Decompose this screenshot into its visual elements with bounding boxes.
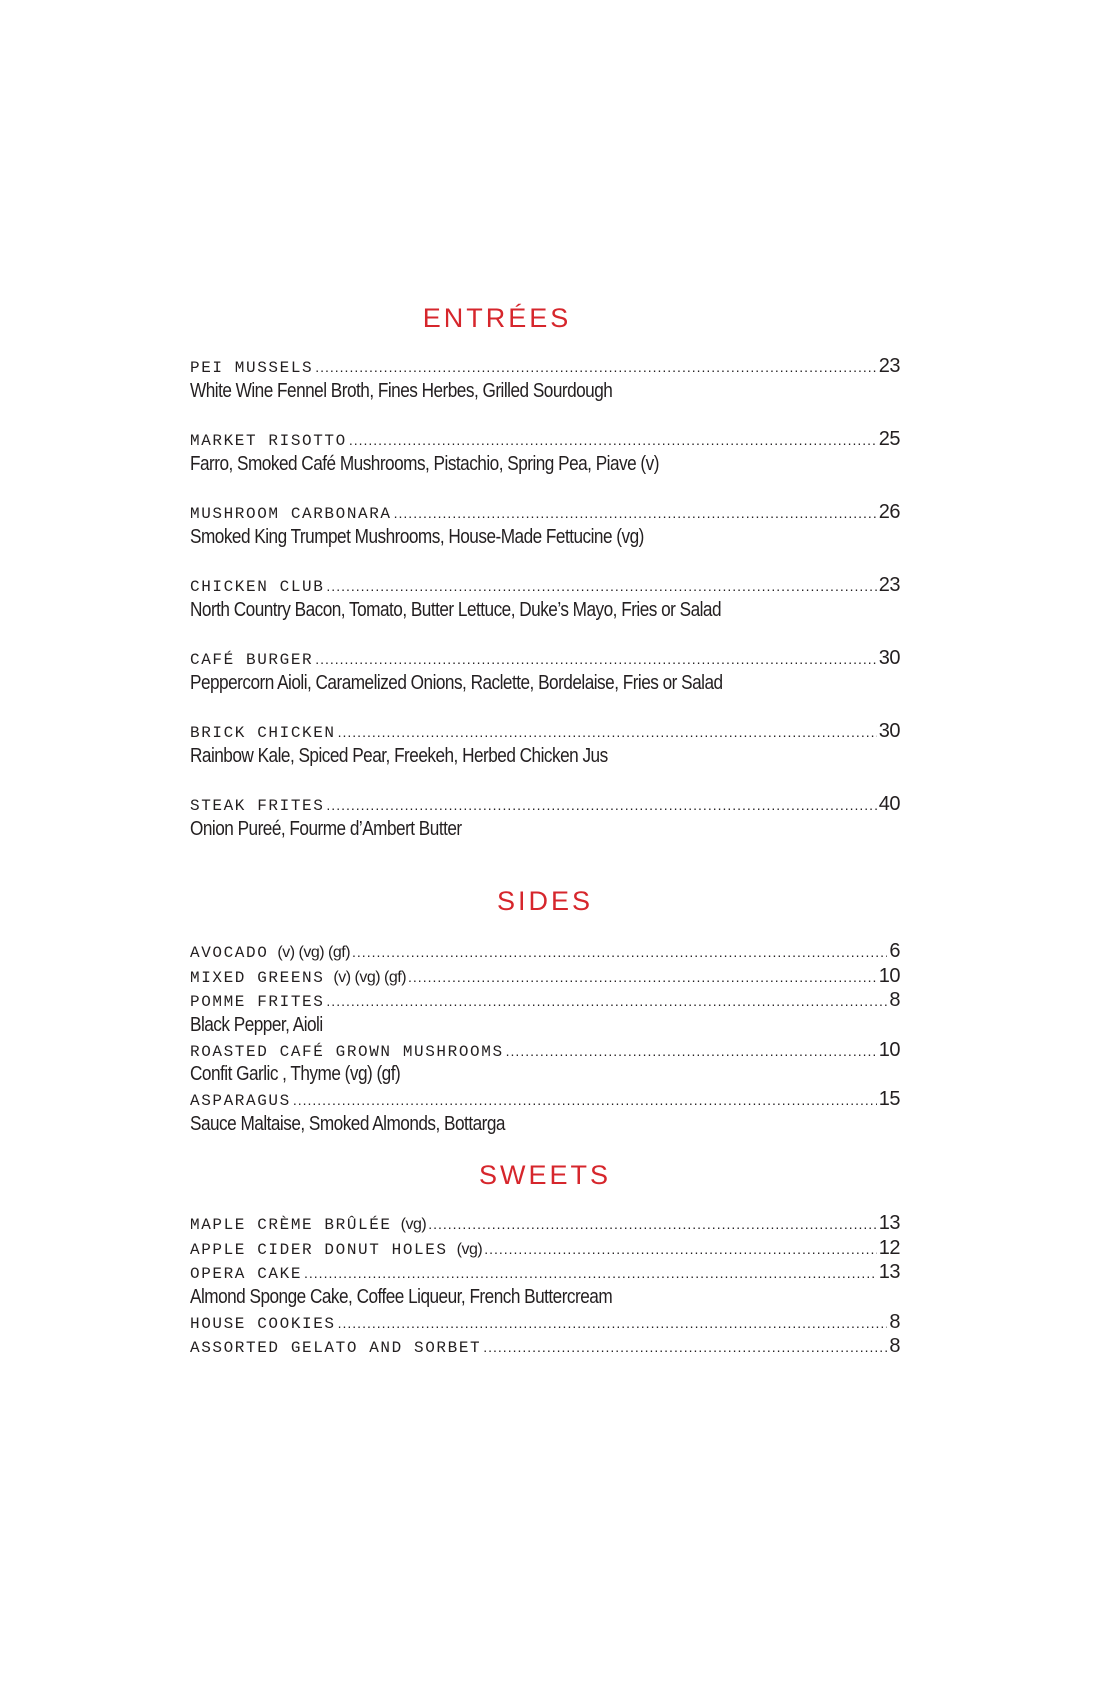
menu-item-roasted-mushrooms bbox=[190, 1038, 900, 1088]
item-price: 40 bbox=[878, 793, 900, 815]
item-description: Rainbow Kale, Spiced Pear, Freekeh, Herbed Chicken Jus bbox=[190, 745, 608, 767]
menu-item-market-risotto bbox=[190, 427, 900, 500]
dot-leader bbox=[338, 720, 877, 744]
entrees-title: ENTRÉES bbox=[422, 303, 572, 333]
item-description: Peppercorn Aioli, Caramelized Onions, Raclette, Bordelaise, Fries or Salad bbox=[190, 672, 723, 694]
item-description: North Country Bacon, Tomato, Butter Lettuce, Duke’s Mayo, Fries or Salad bbox=[190, 599, 722, 621]
item-price: 13 bbox=[878, 1261, 900, 1283]
item-price: 30 bbox=[878, 720, 900, 742]
sides-title: SIDES bbox=[496, 886, 594, 916]
menu-item-opera-cake bbox=[190, 1260, 900, 1310]
item-name: POMME FRITES bbox=[190, 993, 325, 1011]
menu-item-asparagus bbox=[190, 1087, 900, 1137]
dot-leader bbox=[326, 989, 887, 1013]
dot-leader bbox=[338, 1311, 888, 1335]
dietary-note: (vg) bbox=[456, 1240, 483, 1258]
item-price: 8 bbox=[889, 1335, 900, 1357]
dot-leader bbox=[315, 355, 877, 379]
item-name: BRICK CHICKEN bbox=[190, 724, 336, 742]
item-name: CHICKEN CLUB bbox=[190, 578, 325, 596]
item-name: ASPARAGUS bbox=[190, 1092, 291, 1110]
dietary-note: (vg) bbox=[400, 1216, 427, 1233]
item-price: 12 bbox=[878, 1236, 900, 1259]
item-name: CAFÉ BURGER bbox=[190, 651, 314, 669]
dot-leader bbox=[293, 1088, 877, 1112]
item-name: APPLE CIDER DONUT HOLES bbox=[190, 1240, 448, 1259]
sweets-title: SWEETS bbox=[478, 1160, 611, 1190]
menu-item-mushroom-carbonara bbox=[190, 500, 900, 573]
dot-leader bbox=[352, 940, 887, 964]
item-price: 30 bbox=[878, 647, 900, 669]
dot-leader bbox=[483, 1335, 887, 1359]
dot-leader bbox=[394, 501, 877, 525]
item-price: 10 bbox=[878, 1038, 900, 1061]
menu-item-brick-chicken bbox=[190, 719, 900, 792]
menu-item-creme-brulee bbox=[190, 1211, 900, 1236]
item-price: 10 bbox=[878, 964, 900, 987]
dot-leader bbox=[408, 965, 877, 989]
item-description: Confit Garlic , Thyme (vg) (gf) bbox=[190, 1063, 401, 1085]
item-price: 8 bbox=[889, 1310, 900, 1333]
menu-item-donut-holes bbox=[190, 1236, 900, 1261]
item-description: Farro, Smoked Café Mushrooms, Pistachio, Spring Pea, Piave (v) bbox=[190, 453, 659, 475]
item-name: ASSORTED GELATO AND SORBET bbox=[190, 1339, 482, 1357]
item-price: 26 bbox=[878, 501, 900, 523]
menu-item-chicken-club bbox=[190, 573, 900, 646]
item-price: 13 bbox=[878, 1212, 900, 1234]
item-price: 23 bbox=[878, 355, 900, 377]
item-price: 15 bbox=[878, 1088, 900, 1110]
item-price: 6 bbox=[889, 940, 900, 962]
item-description: White Wine Fennel Broth, Fines Herbes, Grilled Sourdough bbox=[190, 380, 613, 402]
item-name: HOUSE COOKIES bbox=[190, 1314, 336, 1333]
menu-page bbox=[190, 0, 900, 1700]
item-price: 25 bbox=[878, 428, 900, 450]
dietary-note: (v) (vg) (gf) bbox=[277, 944, 351, 961]
menu-item-cafe-burger bbox=[190, 646, 900, 719]
item-description: Smoked King Trumpet Mushrooms, House-Made Fettucine (vg) bbox=[190, 526, 644, 548]
menu-item-mixed-greens bbox=[190, 964, 900, 989]
dot-leader bbox=[326, 793, 876, 817]
menu-item-steak-frites bbox=[190, 792, 900, 865]
dot-leader bbox=[506, 1039, 877, 1063]
dot-leader bbox=[484, 1237, 877, 1261]
dot-leader bbox=[304, 1261, 877, 1285]
dot-leader bbox=[428, 1212, 877, 1236]
item-name: ROASTED CAFÉ GROWN MUSHROOMS bbox=[190, 1042, 504, 1061]
dot-leader bbox=[315, 647, 877, 671]
menu-item-avocado bbox=[190, 939, 900, 964]
item-name: STEAK FRITES bbox=[190, 797, 325, 815]
item-name: PEI MUSSELS bbox=[190, 359, 314, 377]
item-name: OPERA CAKE bbox=[190, 1265, 303, 1283]
sweets-list bbox=[190, 1211, 900, 1359]
item-price: 8 bbox=[889, 989, 900, 1011]
menu-item-gelato-sorbet bbox=[190, 1334, 900, 1359]
item-name: MUSHROOM CARBONARA bbox=[190, 505, 392, 523]
dietary-note: (v) (vg) (gf) bbox=[333, 968, 407, 986]
sides-list bbox=[190, 939, 900, 1137]
item-name: MAPLE CRÈME BRÛLÉE bbox=[190, 1216, 392, 1234]
dot-leader bbox=[326, 574, 876, 598]
menu-item-house-cookies bbox=[190, 1310, 900, 1335]
item-description: Sauce Maltaise, Smoked Almonds, Bottarga bbox=[190, 1112, 505, 1135]
entrees-list bbox=[190, 354, 900, 865]
item-description: Black Pepper, Aioli bbox=[190, 1013, 323, 1036]
menu-item-pei-mussels bbox=[190, 354, 900, 427]
dot-leader bbox=[349, 428, 877, 452]
item-name: MIXED GREENS bbox=[190, 968, 325, 987]
item-description: Almond Sponge Cake, Coffee Liqueur, French Buttercream bbox=[190, 1285, 613, 1308]
item-name: AVOCADO bbox=[190, 944, 269, 962]
item-price: 23 bbox=[878, 574, 900, 596]
item-description: Onion Pureé, Fourme d’Ambert Butter bbox=[190, 818, 462, 840]
item-name: MARKET RISOTTO bbox=[190, 432, 347, 450]
menu-item-pomme-frites bbox=[190, 988, 900, 1038]
